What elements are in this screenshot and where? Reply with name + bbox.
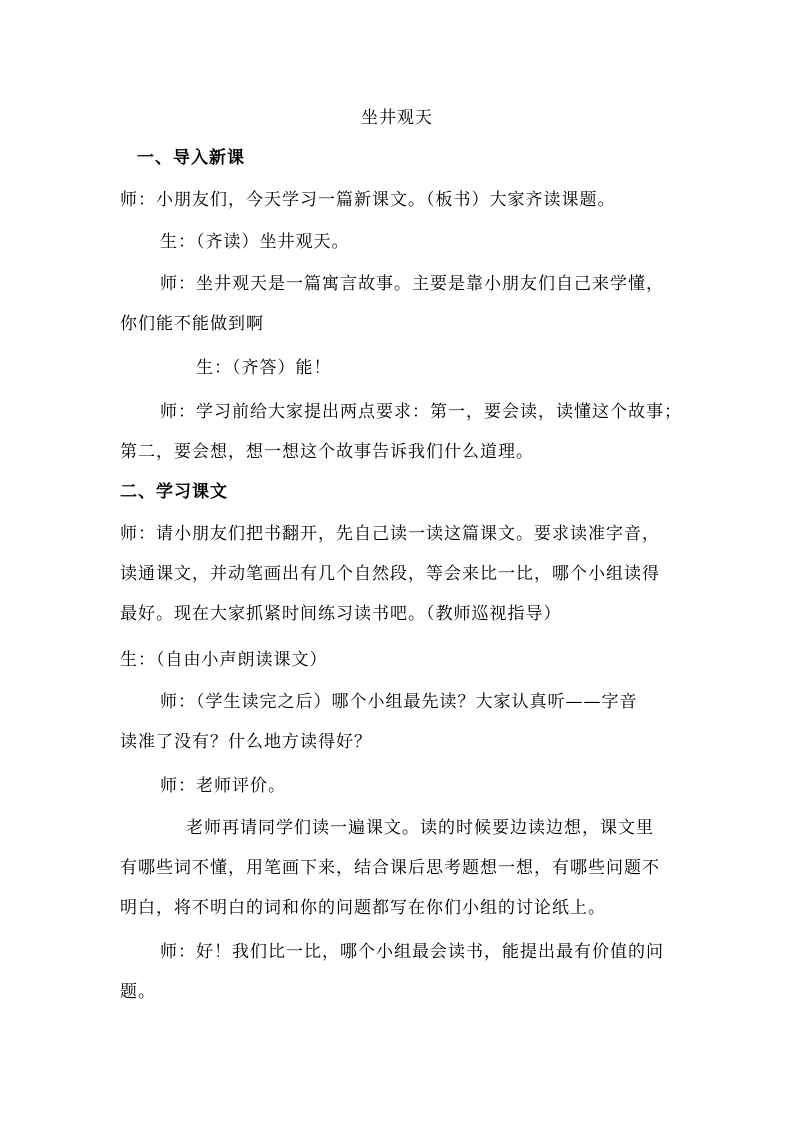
paragraph-line: 生：（齐读）坐井观天。 xyxy=(160,232,350,252)
paragraph-line: 明白，将不明白的词和你的问题都写在你们小组的讨论纸上。 xyxy=(120,898,606,918)
paragraph-9 xyxy=(160,766,720,806)
paragraph-line: 师：老师评价。 xyxy=(160,776,286,796)
paragraph-7 xyxy=(120,640,680,680)
paragraph-6 xyxy=(120,514,680,634)
paragraph-line: 师：请小朋友们把书翻开，先自己读一读这篇课文。要求读准字音， xyxy=(120,524,660,544)
paragraph-line: 师：小朋友们，今天学习一篇新课文。（板书）大家齐读课题。 xyxy=(120,190,616,210)
section-heading-study: 二、学习课文 xyxy=(120,482,228,502)
paragraph-1 xyxy=(120,180,680,220)
paragraph-line: 读准了没有？什么地方读得好？ xyxy=(120,732,372,752)
paragraph-line: 读通课文，并动笔画出有几个自然段，等会来比一比，哪个小组读得 xyxy=(120,564,660,584)
paragraph-3 xyxy=(120,264,680,344)
paragraph-4 xyxy=(196,348,756,388)
paragraph-line: 题。 xyxy=(120,982,156,1002)
paragraph-line: 师：坐井观天是一篇寓言故事。主要是靠小朋友们自己来学懂， xyxy=(160,274,664,294)
paragraph-10 xyxy=(120,808,680,928)
paragraph-11 xyxy=(120,932,680,1012)
paragraph-line: 第二，要会想，想一想这个故事告诉我们什么道理。 xyxy=(120,442,534,462)
paragraph-line: 师：（学生读完之后）哪个小组最先读？大家认真听——字音 xyxy=(160,692,638,712)
paragraph-line: 最好。现在大家抓紧时间练习读书吧。（教师巡视指导） xyxy=(120,604,562,624)
section-heading-intro: 一、导入新课 xyxy=(137,148,245,168)
paragraph-line: 你们能不能做到啊 xyxy=(120,314,264,334)
document-title: 坐井观天 xyxy=(361,108,433,128)
paragraph-line: 生：（自由小声朗读课文） xyxy=(120,650,328,670)
paragraph-5 xyxy=(120,392,680,472)
paragraph-8 xyxy=(120,682,680,762)
paragraph-line: 有哪些词不懂，用笔画下来，结合课后思考题想一想，有哪些问题不 xyxy=(120,858,660,878)
paragraph-line: 师：好！我们比一比，哪个小组最会读书，能提出最有价值的问 xyxy=(160,942,664,962)
paragraph-line: 师：学习前给大家提出两点要求：第一，要会读，读懂这个故事； xyxy=(160,402,682,422)
paragraph-line: 老师再请同学们读一遍课文。读的时候要边读边想，课文里 xyxy=(186,818,654,838)
paragraph-line: 生：（齐答）能！ xyxy=(196,358,332,378)
paragraph-2 xyxy=(160,222,720,262)
